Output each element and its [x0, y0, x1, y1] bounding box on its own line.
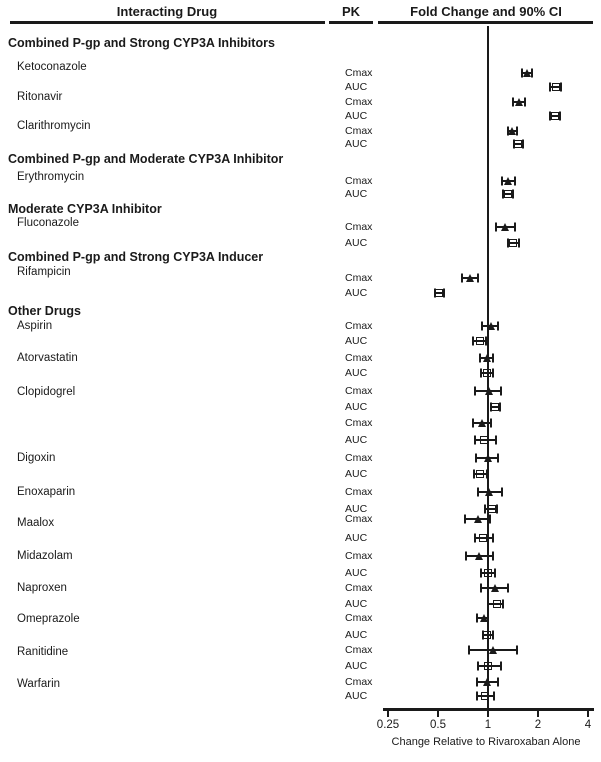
cmax-triangle-marker [485, 488, 493, 496]
ci-cap-high [507, 584, 509, 593]
header-rule-pk-column [329, 21, 373, 24]
auc-square-marker [552, 83, 560, 91]
pk-label: Cmax [345, 385, 373, 397]
drug-label: Ritonavir [17, 91, 63, 103]
ci-cap-low [480, 369, 482, 378]
x-axis-tick [537, 711, 539, 717]
pk-label: Cmax [345, 513, 373, 525]
ci-cap-high [493, 692, 495, 701]
auc-square-marker [479, 534, 487, 542]
pk-label: AUC [345, 188, 368, 200]
ci-cap-low [487, 600, 489, 609]
pk-label: Cmax [345, 175, 373, 187]
auc-square-marker [509, 239, 517, 247]
cmax-triangle-marker [487, 322, 495, 330]
pk-label: Cmax [345, 221, 373, 233]
cmax-triangle-marker [484, 454, 492, 462]
auc-square-marker [435, 289, 443, 297]
ci-cap-high [492, 552, 494, 561]
auc-square-marker [480, 436, 488, 444]
ci-cap-low [473, 470, 475, 479]
ci-cap-low [474, 534, 476, 543]
cmax-triangle-marker [480, 614, 488, 622]
ci-cap-high [477, 274, 479, 283]
ci-cap-low [472, 419, 474, 428]
pk-label: Cmax [345, 125, 373, 137]
column-header-fold-change: Fold Change and 90% CI [410, 4, 562, 19]
ci-cap-high [559, 112, 561, 121]
ci-cap-low [472, 337, 474, 346]
drug-label: Clopidogrel [17, 386, 76, 398]
ci-cap-low [484, 505, 486, 514]
ci-cap-high [518, 239, 520, 248]
auc-square-marker [488, 505, 496, 513]
ci-cap-low [479, 354, 481, 363]
pk-label: AUC [345, 690, 368, 702]
pk-label: Cmax [345, 352, 373, 364]
pk-label: AUC [345, 110, 368, 122]
pk-label: Cmax [345, 96, 373, 108]
section-label: Other Drugs [8, 304, 81, 318]
ci-cap-low [512, 98, 514, 107]
cmax-triangle-marker [483, 678, 491, 686]
x-axis-tick-label: 0.25 [376, 719, 400, 731]
auc-square-marker [476, 337, 484, 345]
auc-square-marker [484, 569, 492, 577]
ci-cap-high [500, 387, 502, 396]
drug-label: Fluconazole [17, 217, 80, 229]
drug-label: Naproxen [17, 582, 67, 594]
drug-label: Erythromycin [17, 171, 85, 183]
auc-square-marker [483, 369, 491, 377]
ci-cap-high [514, 177, 516, 186]
pk-label: AUC [345, 401, 368, 413]
ci-cap-low [477, 662, 479, 671]
drug-label: Warfarin [17, 678, 61, 690]
ci-cap-high [486, 470, 488, 479]
ci-cap-high [514, 223, 516, 232]
column-header-pk: PK [341, 4, 361, 19]
ci-cap-high [499, 403, 501, 412]
ci-cap-low [475, 454, 477, 463]
ci-cap-high [495, 436, 497, 445]
ci-cap-low [476, 692, 478, 701]
auc-square-marker [483, 631, 491, 639]
ci-cap-high [490, 419, 492, 428]
ci-cap-high [492, 631, 494, 640]
x-axis-tick [387, 711, 389, 717]
drug-label: Enoxaparin [17, 486, 76, 498]
ci-cap-low [474, 436, 476, 445]
ci-cap-low [465, 552, 467, 561]
pk-label: Cmax [345, 417, 373, 429]
header-rule-plot-column [378, 21, 593, 24]
section-label: Combined P-gp and Strong CYP3A Inhibitors [8, 36, 275, 50]
x-axis-tick-label: 1 [484, 719, 492, 731]
drug-label: Maalox [17, 517, 55, 529]
auc-square-marker [476, 470, 484, 478]
ci-cap-low [477, 488, 479, 497]
ci-cap-low [481, 322, 483, 331]
cmax-triangle-marker [501, 223, 509, 231]
ci-cap-high [492, 534, 494, 543]
pk-label: AUC [345, 468, 368, 480]
ci-cap-high [485, 337, 487, 346]
section-label: Combined P-gp and Moderate CYP3A Inhibitor [8, 152, 284, 166]
drug-label: Ranitidine [17, 646, 69, 658]
ci-cap-high [497, 678, 499, 687]
x-axis-caption: Change Relative to Rivaroxaban Alone [391, 736, 581, 748]
ci-cap-low [461, 274, 463, 283]
ci-cap-low [468, 646, 470, 655]
ci-cap-high [512, 190, 514, 199]
pk-label: Cmax [345, 452, 373, 464]
ci-cap-low [480, 584, 482, 593]
ci-cap-low [474, 387, 476, 396]
ci-cap-high [501, 488, 503, 497]
auc-square-marker [484, 662, 492, 670]
pk-label: AUC [345, 335, 368, 347]
ci-cap-high [516, 646, 518, 655]
ci-cap-high [497, 322, 499, 331]
ci-cap-low [480, 569, 482, 578]
column-header-interacting-drug: Interacting Drug [116, 4, 218, 19]
ci-cap-high [492, 369, 494, 378]
pk-label: Cmax [345, 582, 373, 594]
pk-label: AUC [345, 660, 368, 672]
ci-cap-high [502, 600, 504, 609]
pk-label: Cmax [345, 486, 373, 498]
x-axis-tick [587, 711, 589, 717]
ci-cap-low [501, 177, 503, 186]
pk-label: Cmax [345, 320, 373, 332]
ci-cap-low [476, 678, 478, 687]
cmax-triangle-marker [474, 515, 482, 523]
pk-label: AUC [345, 434, 368, 446]
drug-label: Omeprazole [17, 613, 80, 625]
pk-label: Cmax [345, 644, 373, 656]
cmax-triangle-marker [478, 419, 486, 427]
ci-cap-high [531, 69, 533, 78]
cmax-triangle-marker [485, 387, 493, 395]
auc-square-marker [493, 600, 501, 608]
ci-cap-high [500, 662, 502, 671]
x-axis-tick-label: 4 [584, 719, 592, 731]
header-rule-drug-column [10, 21, 325, 24]
pk-label: AUC [345, 287, 368, 299]
auc-square-marker [491, 403, 499, 411]
drug-label: Atorvastatin [17, 352, 78, 364]
auc-square-marker [514, 140, 522, 148]
pk-label: Cmax [345, 67, 373, 79]
pk-label: AUC [345, 598, 368, 610]
pk-label: Cmax [345, 676, 373, 688]
cmax-triangle-marker [523, 69, 531, 77]
section-label: Combined P-gp and Strong CYP3A Inducer [8, 250, 264, 264]
auc-square-marker [504, 190, 512, 198]
pk-label: AUC [345, 81, 368, 93]
drug-label: Clarithromycin [17, 120, 91, 132]
ci-cap-low [464, 515, 466, 524]
auc-square-marker [551, 112, 559, 120]
ci-cap-high [524, 98, 526, 107]
ci-cap-high [489, 515, 491, 524]
pk-label: Cmax [345, 550, 373, 562]
pk-label: AUC [345, 567, 368, 579]
x-axis-tick [437, 711, 439, 717]
cmax-triangle-marker [483, 354, 491, 362]
drug-label: Digoxin [17, 452, 56, 464]
ci-cap-high [497, 454, 499, 463]
cmax-triangle-marker [466, 274, 474, 282]
pk-label: Cmax [345, 612, 373, 624]
pk-label: AUC [345, 237, 368, 249]
cmax-triangle-marker [491, 584, 499, 592]
pk-label: AUC [345, 503, 368, 515]
x-axis-tick-label: 2 [534, 719, 542, 731]
x-axis-tick [487, 711, 489, 717]
ci-cap-low [476, 614, 478, 623]
cmax-triangle-marker [515, 98, 523, 106]
pk-label: AUC [345, 532, 368, 544]
ci-cap-high [560, 83, 562, 92]
pk-label: AUC [345, 367, 368, 379]
ci-cap-low [495, 223, 497, 232]
auc-square-marker [481, 692, 489, 700]
section-label: Moderate CYP3A Inhibitor [8, 202, 162, 216]
cmax-triangle-marker [475, 552, 483, 560]
ci-cap-high [516, 127, 518, 136]
drug-label: Aspirin [17, 320, 53, 332]
cmax-triangle-marker [508, 127, 516, 135]
ci-cap-high [492, 354, 494, 363]
pk-label: AUC [345, 629, 368, 641]
drug-label: Ketoconazole [17, 61, 87, 73]
cmax-triangle-marker [504, 177, 512, 185]
ci-cap-high [494, 569, 496, 578]
x-axis-tick-label: 0.5 [430, 719, 446, 731]
cmax-triangle-marker [489, 646, 497, 654]
ci-cap-low [549, 83, 551, 92]
pk-label: Cmax [345, 272, 373, 284]
drug-label: Rifampicin [17, 266, 71, 278]
drug-label: Midazolam [17, 550, 73, 562]
pk-label: AUC [345, 138, 368, 150]
